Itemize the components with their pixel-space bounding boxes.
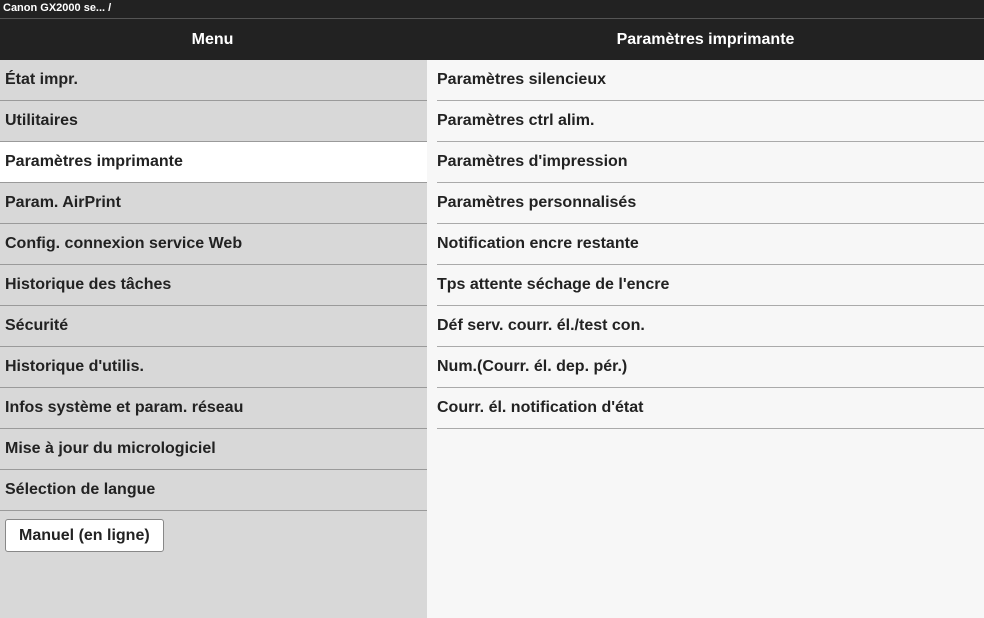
sidebar-item-param-airprint[interactable]: Param. AirPrint <box>0 183 427 224</box>
sidebar-item-historique-utilis[interactable]: Historique d'utilis. <box>0 347 427 388</box>
header-bar <box>0 19 984 60</box>
setting-def-serv-courr-test[interactable]: Déf serv. courr. él./test con. <box>437 306 984 347</box>
setting-parametres-impression[interactable]: Paramètres d'impression <box>437 142 984 183</box>
breadcrumb[interactable]: Canon GX2000 se... / <box>3 2 112 14</box>
sidebar-item-infos-systeme-reseau[interactable]: Infos système et param. réseau <box>0 388 427 429</box>
sidebar-item-utilitaires[interactable]: Utilitaires <box>0 101 427 142</box>
setting-parametres-personnalises[interactable]: Paramètres personnalisés <box>437 183 984 224</box>
setting-num-courr-dep-per[interactable]: Num.(Courr. él. dep. pér.) <box>437 347 984 388</box>
setting-parametres-ctrl-alim[interactable]: Paramètres ctrl alim. <box>437 101 984 142</box>
sidebar-item-historique-taches[interactable]: Historique des tâches <box>0 265 427 306</box>
sidebar-item-config-connexion-service-web[interactable]: Config. connexion service Web <box>0 224 427 265</box>
sidebar-item-etat-impr[interactable]: État impr. <box>0 60 427 101</box>
setting-notification-encre-restante[interactable]: Notification encre restante <box>437 224 984 265</box>
sidebar-item-securite[interactable]: Sécurité <box>0 306 427 347</box>
sidebar-item-parametres-imprimante[interactable]: Paramètres imprimante <box>0 142 427 183</box>
menu-title: Menu <box>191 31 234 48</box>
settings-list <box>427 60 984 618</box>
setting-courr-notification-etat[interactable]: Courr. él. notification d'état <box>437 388 984 429</box>
sidebar-item-mise-a-jour-micrologiciel[interactable]: Mise à jour du micrologiciel <box>0 429 427 470</box>
manual-online-button[interactable]: Manuel (en ligne) <box>5 519 164 552</box>
setting-parametres-silencieux[interactable]: Paramètres silencieux <box>437 60 984 101</box>
sidebar-item-selection-langue[interactable]: Sélection de langue <box>0 470 427 511</box>
setting-tps-attente-sechage[interactable]: Tps attente séchage de l'encre <box>437 265 984 306</box>
page-title: Paramètres imprimante <box>616 31 795 48</box>
top-bar <box>0 0 984 19</box>
sidebar-menu <box>0 60 427 618</box>
